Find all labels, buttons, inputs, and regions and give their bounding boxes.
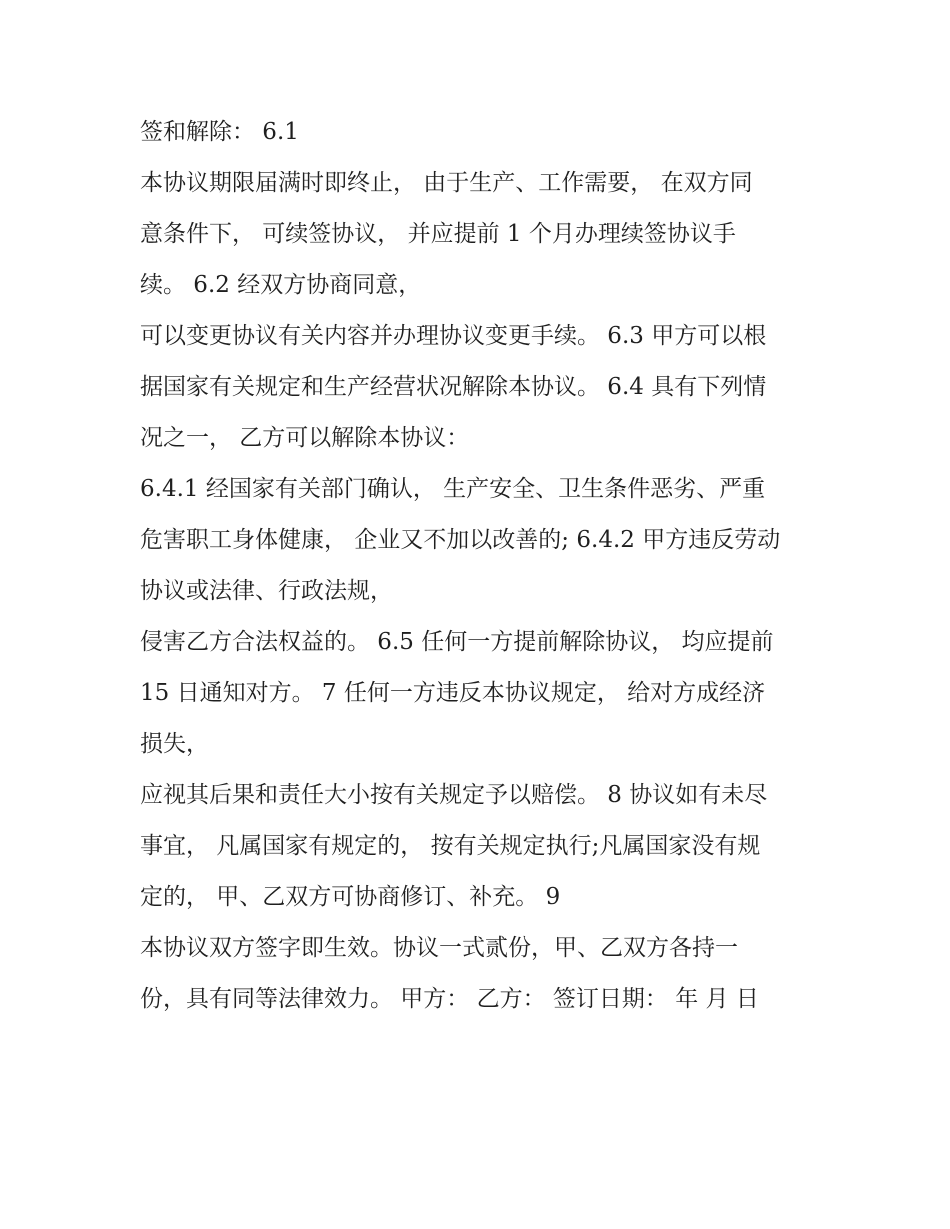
text-line: 续。 6.2 经双方协商同意， [140, 272, 422, 298]
text-line: 本协议期限届满时即终止， 由于生产、工作需要， 在双方同 [140, 170, 753, 196]
text-line: 定的， 甲、乙双方可协商修订、补充。 9 [140, 884, 561, 910]
text-line: 可以变更协议有关内容并办理协议变更手续。 6.3 甲方可以根 [140, 323, 767, 349]
text-line: 损失， [140, 731, 209, 757]
text-line: 意条件下， 可续签协议， 并应提前 1 个月办理续签协议手 [140, 221, 736, 247]
text-line: 事宜， 凡属国家有规定的， 按有关规定执行;凡属国家没有规 [140, 833, 761, 859]
text-line: 侵害乙方合法权益的。 6.5 任何一方提前解除协议， 均应提前 [140, 629, 774, 655]
text-line: 6.4.1 经国家有关部门确认， 生产安全、卫生条件恶劣、严重 [140, 476, 766, 502]
text-line: 况之一， 乙方可以解除本协议： [140, 425, 470, 451]
text-line: 15 日通知对方。 7 任何一方违反本协议规定， 给对方成经济 [140, 680, 766, 706]
text-line: 据国家有关规定和生产经营状况解除本协议。 6.4 具有下列情 [140, 374, 767, 400]
text-line: 份，具有同等法律效力。 甲方： 乙方： 签订日期： 年 月 日 [140, 986, 759, 1012]
text-line: 协议或法律、行政法规， [140, 578, 393, 604]
document-body [140, 107, 820, 1025]
text-line: 应视其后果和责任大小按有关规定予以赔偿。 8 协议如有未尽 [140, 782, 768, 808]
text-line: 本协议双方签字即生效。协议一式贰份，甲、乙双方各持一 [140, 935, 738, 961]
text-line: 签和解除： 6.1 [140, 119, 299, 145]
text-line: 危害职工身体健康， 企业又不加以改善的; 6.4.2 甲方违反劳动 [140, 527, 781, 553]
